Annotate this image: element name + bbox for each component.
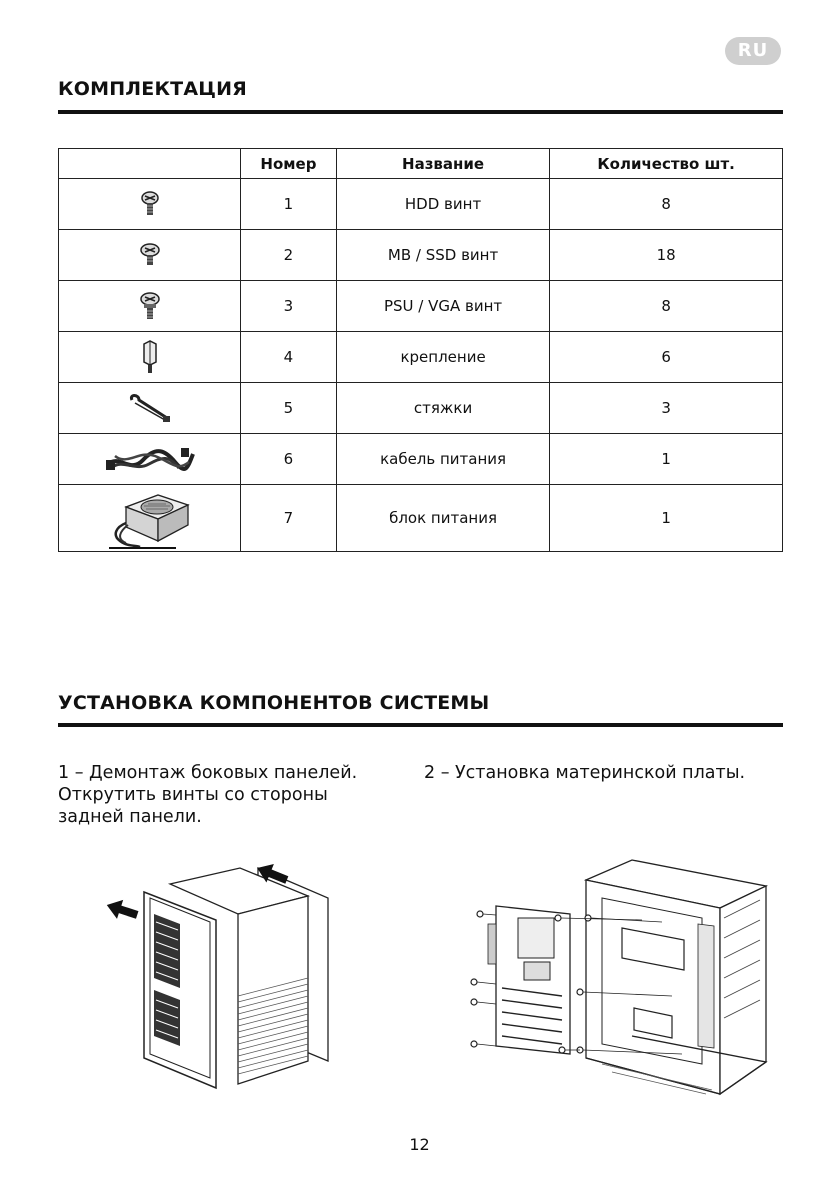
language-badge: RU (725, 37, 781, 65)
row-number: 3 (241, 281, 337, 332)
kit-title-rule (58, 110, 783, 114)
kit-col-qty: Количество шт. (550, 149, 783, 179)
row-name: блок питания (336, 485, 549, 552)
row-qty: 6 (550, 332, 783, 383)
row-number: 4 (241, 332, 337, 383)
row-name: стяжки (336, 383, 549, 434)
hdd-screw-icon (138, 190, 162, 218)
row-number: 6 (241, 434, 337, 485)
row-name: MB / SSD винт (336, 230, 549, 281)
row-qty: 3 (550, 383, 783, 434)
row-name: HDD винт (336, 179, 549, 230)
kit-title: КОМПЛЕКТАЦИЯ (58, 78, 248, 100)
install-title: УСТАНОВКА КОМПОНЕНТОВ СИСТЕМЫ (58, 692, 490, 714)
cable-tie-icon (127, 392, 173, 424)
row-number: 7 (241, 485, 337, 552)
table-row (59, 383, 783, 434)
side-panel-removal-figure (98, 856, 350, 1101)
table-row (59, 485, 783, 552)
psu-vga-screw-icon (138, 291, 162, 321)
kit-col-icon (59, 149, 241, 179)
table-row (59, 281, 783, 332)
kit-table (58, 148, 783, 552)
page-number: 12 (409, 1135, 430, 1154)
row-number: 2 (241, 230, 337, 281)
kit-col-number: Номер (241, 149, 337, 179)
row-qty: 18 (550, 230, 783, 281)
row-qty: 1 (550, 434, 783, 485)
row-number: 1 (241, 179, 337, 230)
row-qty: 1 (550, 485, 783, 552)
table-row (59, 230, 783, 281)
table-row (59, 179, 783, 230)
row-qty: 8 (550, 281, 783, 332)
step-1-line: Открутить винты со стороны (58, 785, 328, 805)
power-cable-icon (105, 442, 195, 476)
kit-col-name: Название (336, 149, 549, 179)
mb-ssd-screw-icon (138, 241, 162, 269)
install-title-rule (58, 723, 783, 727)
step-1-line: 1 – Демонтаж боковых панелей. (58, 763, 358, 783)
standoff-icon (140, 340, 160, 374)
table-row (59, 434, 783, 485)
step-1-line: задней панели. (58, 807, 202, 827)
row-name: PSU / VGA винт (336, 281, 549, 332)
motherboard-install-figure (462, 858, 780, 1100)
step-2-text: 2 – Установка материнской платы. (424, 763, 746, 783)
row-qty: 8 (550, 179, 783, 230)
kit-table-header (59, 149, 783, 179)
step-1-text (58, 762, 357, 828)
row-number: 5 (241, 383, 337, 434)
power-supply-icon (106, 487, 194, 549)
table-row (59, 332, 783, 383)
row-name: крепление (336, 332, 549, 383)
row-name: кабель питания (336, 434, 549, 485)
